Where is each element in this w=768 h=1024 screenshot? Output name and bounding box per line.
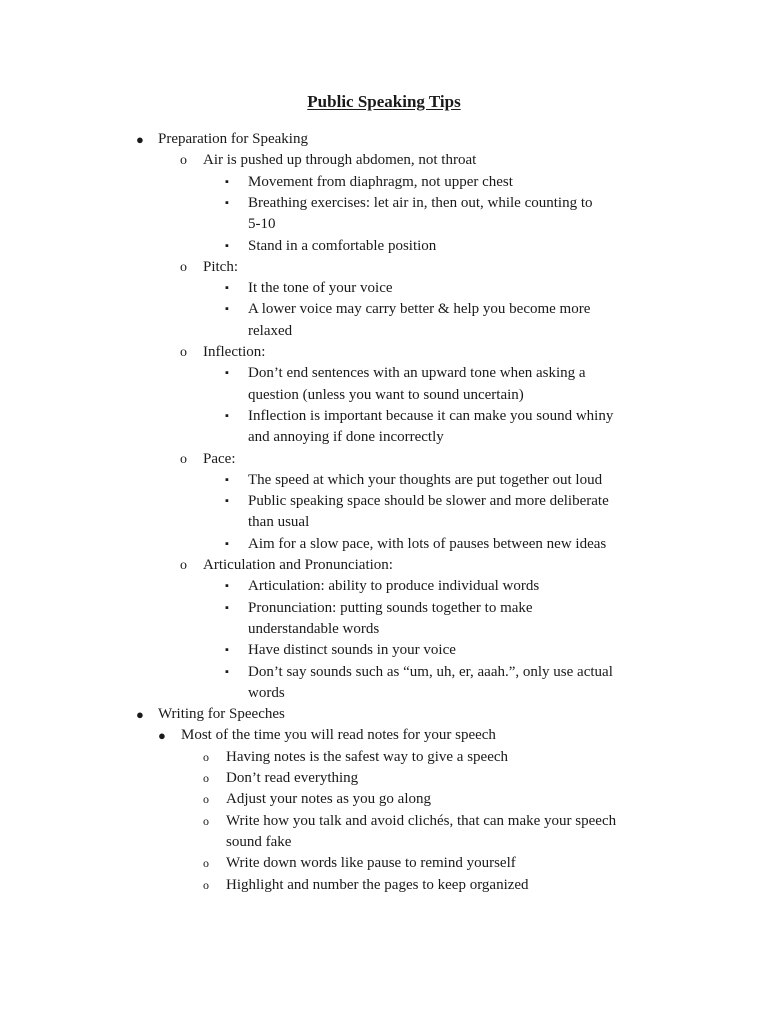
list-subitem: relaxed — [248, 322, 293, 339]
bullet-disc-icon: ● — [158, 728, 166, 744]
list-subitem: A lower voice may carry better & help you become more — [248, 301, 591, 318]
list-subitem: The speed at which your thoughts are put together out loud — [248, 471, 603, 488]
list-subitem: Articulation: ability to produce individual words — [248, 578, 540, 595]
bullet-square-icon: ▪ — [225, 495, 229, 508]
bullet-square-icon: ▪ — [225, 367, 229, 380]
list-item: Air is pushed up through abdomen, not throat — [203, 152, 477, 169]
list-subitem: and annoying if done incorrectly — [248, 429, 444, 446]
bullet-square-icon: ▪ — [225, 409, 229, 422]
bullet-square-icon: ▪ — [225, 196, 229, 209]
list-subitem: Having notes is the safest way to give a speech — [226, 748, 509, 765]
list-subitem: Public speaking space should be slower and more deliberate — [248, 493, 609, 510]
bullet-square-icon: ▪ — [225, 665, 229, 678]
list-item: Inflection: — [203, 344, 266, 360]
section-heading: Preparation for Speaking — [158, 131, 308, 147]
bullet-square-icon: ▪ — [225, 580, 229, 593]
list-item: Pitch: — [203, 258, 239, 275]
list-subitem: Movement from diaphragm, not upper chest — [248, 173, 513, 190]
bullet-circle-icon: o — [180, 259, 187, 275]
list-subitem: Inflection is important because it can make you sound whiny — [248, 407, 614, 424]
section-heading: Writing for Speeches — [158, 706, 285, 723]
bullet-circle-icon: o — [203, 792, 209, 807]
bullet-circle-icon: o — [203, 877, 209, 892]
list-subitem: Pronunciation: putting sounds together to make — [248, 599, 533, 616]
bullet-circle-icon: o — [180, 451, 187, 467]
list-subitem: sound fake — [226, 833, 292, 850]
list-subitem: Don’t end sentences with an upward tone when asking a — [248, 365, 586, 382]
list-subitem: Aim for a slow pace, with lots of pauses between new ideas — [248, 535, 607, 552]
bullet-square-icon: ▪ — [225, 473, 229, 486]
bullet-circle-icon: o — [180, 558, 187, 573]
list-subitem: Write down words like pause to remind yourself — [226, 855, 516, 872]
list-subitem: understandable words — [248, 620, 380, 637]
list-subitem: question (unless you want to sound uncertain) — [248, 386, 524, 403]
list-subitem: words — [248, 684, 285, 701]
list-subitem: Highlight and number the pages to keep organized — [226, 876, 529, 893]
bullet-disc-icon: ● — [136, 132, 144, 147]
bullet-square-icon: ▪ — [225, 239, 229, 252]
list-subitem: Breathing exercises: let air in, then out, while counting to — [248, 194, 593, 211]
list-subitem: than usual — [248, 514, 310, 531]
list-subitem: It the tone of your voice — [248, 280, 393, 297]
list-item: Pace: — [203, 450, 236, 467]
bullet-square-icon: ▪ — [225, 537, 229, 550]
bullet-circle-icon: o — [203, 749, 209, 764]
bullet-square-icon: ▪ — [225, 175, 229, 188]
list-item: Most of the time you will read notes for your speech — [181, 727, 496, 744]
list-item: Articulation and Pronunciation: — [203, 557, 393, 573]
bullet-circle-icon: o — [203, 771, 209, 785]
list-subitem: Write how you talk and avoid clichés, that can make your speech — [226, 812, 617, 829]
list-subitem: Have distinct sounds in your voice — [248, 642, 456, 659]
bullet-square-icon: ▪ — [225, 601, 229, 614]
bullet-circle-icon: o — [180, 153, 187, 169]
bullet-circle-icon: o — [203, 856, 209, 871]
list-subitem: Don’t read everything — [226, 770, 359, 786]
list-subitem: Stand in a comfortable position — [248, 237, 437, 254]
bullet-circle-icon: o — [180, 345, 187, 360]
list-subitem: Adjust your notes as you go along — [226, 791, 431, 808]
list-subitem: 5-10 — [248, 216, 276, 233]
list-subitem: Don’t say sounds such as “um, uh, er, aaah.”, only use actual — [248, 663, 613, 680]
bullet-disc-icon: ● — [136, 707, 144, 723]
bullet-square-icon: ▪ — [225, 644, 229, 657]
bullet-circle-icon: o — [203, 813, 209, 828]
bullet-square-icon: ▪ — [225, 282, 229, 295]
bullet-square-icon: ▪ — [225, 303, 229, 316]
page-title: Public Speaking Tips — [307, 92, 461, 111]
